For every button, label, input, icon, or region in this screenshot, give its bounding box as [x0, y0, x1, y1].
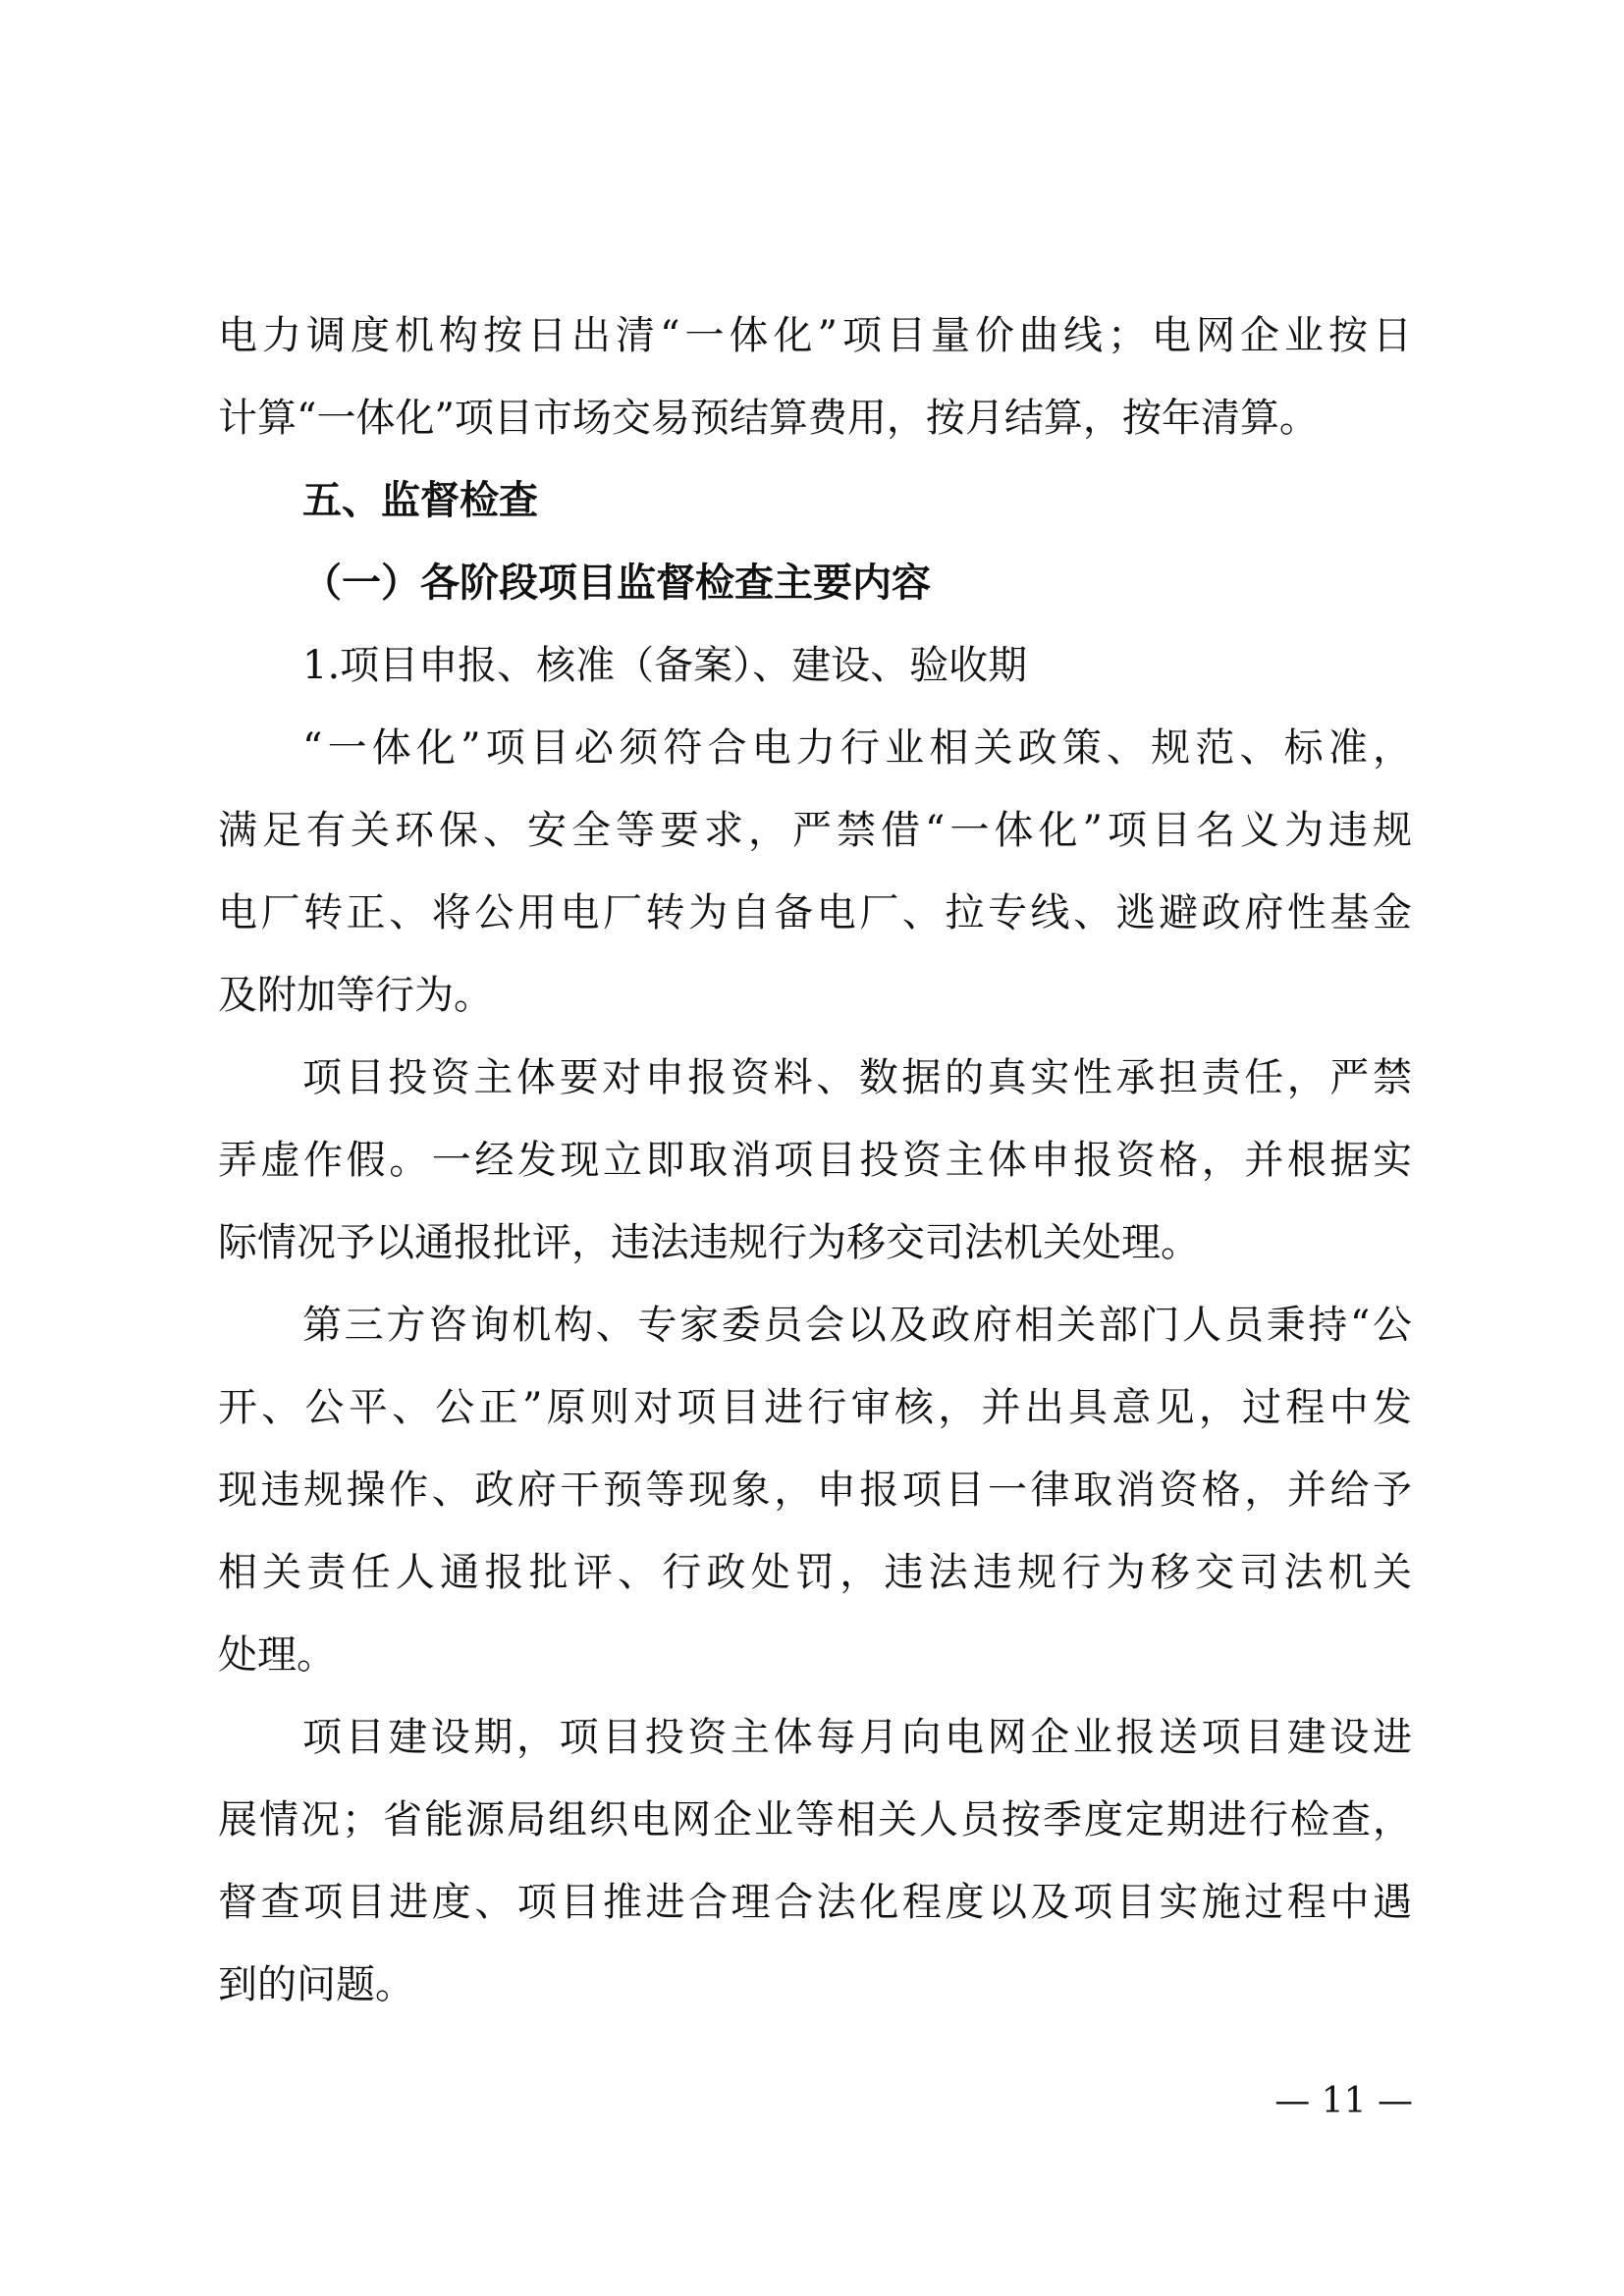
section-heading: 五、监督检查	[302, 478, 538, 523]
paragraph-line: 督查项目进度、项目推进合理合法化程度以及项目实施过程中遇	[218, 1880, 1412, 1925]
page-number: — 11 —	[1274, 2081, 1413, 2121]
paragraph-line: 电厂转正、将公用电厂转为自备电厂、拉专线、逃避政府性基金	[218, 890, 1412, 935]
paragraph-line: 现违规操作、政府干预等现象，申报项目一律取消资格，并给予	[218, 1468, 1412, 1513]
paragraph-line: “一体化”项目必须符合电力行业相关政策、规范、标准，	[302, 725, 1412, 771]
subsection-heading: （一）各阶段项目监督检查主要内容	[302, 560, 931, 606]
paragraph-line: 第三方咨询机构、专家委员会以及政府相关部门人员秉持“公	[302, 1303, 1412, 1348]
paragraph-line: 相关责任人通报批评、行政处罚，违法违规行为移交司法机关	[218, 1550, 1412, 1595]
paragraph-line: 计算“一体化”项目市场交易预结算费用，按月结算，按年清算。	[218, 396, 1319, 441]
paragraph-line: 际情况予以通报批评，违法违规行为移交司法机关处理。	[218, 1220, 1200, 1265]
paragraph-line: 弄虚作假。一经发现立即取消项目投资主体申报资格，并根据实	[218, 1138, 1412, 1183]
paragraph-line: 项目建设期，项目投资主体每月向电网企业报送项目建设进	[302, 1715, 1412, 1760]
paragraph-line: 开、公平、公正”原则对项目进行审核，并出具意见，过程中发	[218, 1385, 1412, 1430]
paragraph-line: 满足有关环保、安全等要求，严禁借“一体化”项目名义为违规	[218, 808, 1412, 853]
paragraph-line: 处理。	[218, 1632, 336, 1678]
paragraph-line: 展情况；省能源局组织电网企业等相关人员按季度定期进行检查，	[218, 1797, 1412, 1842]
paragraph-line: 到的问题。	[218, 1962, 414, 2007]
paragraph-line: 项目投资主体要对申报资料、数据的真实性承担责任，严禁	[302, 1055, 1412, 1100]
item-heading: 1.项目申报、核准（备案）、建设、验收期	[302, 643, 1028, 688]
paragraph-line: 及附加等行为。	[218, 973, 493, 1018]
body-text	[218, 294, 1412, 2026]
paragraph-line: 电力调度机构按日出清“一体化”项目量价曲线；电网企业按日	[218, 313, 1412, 358]
